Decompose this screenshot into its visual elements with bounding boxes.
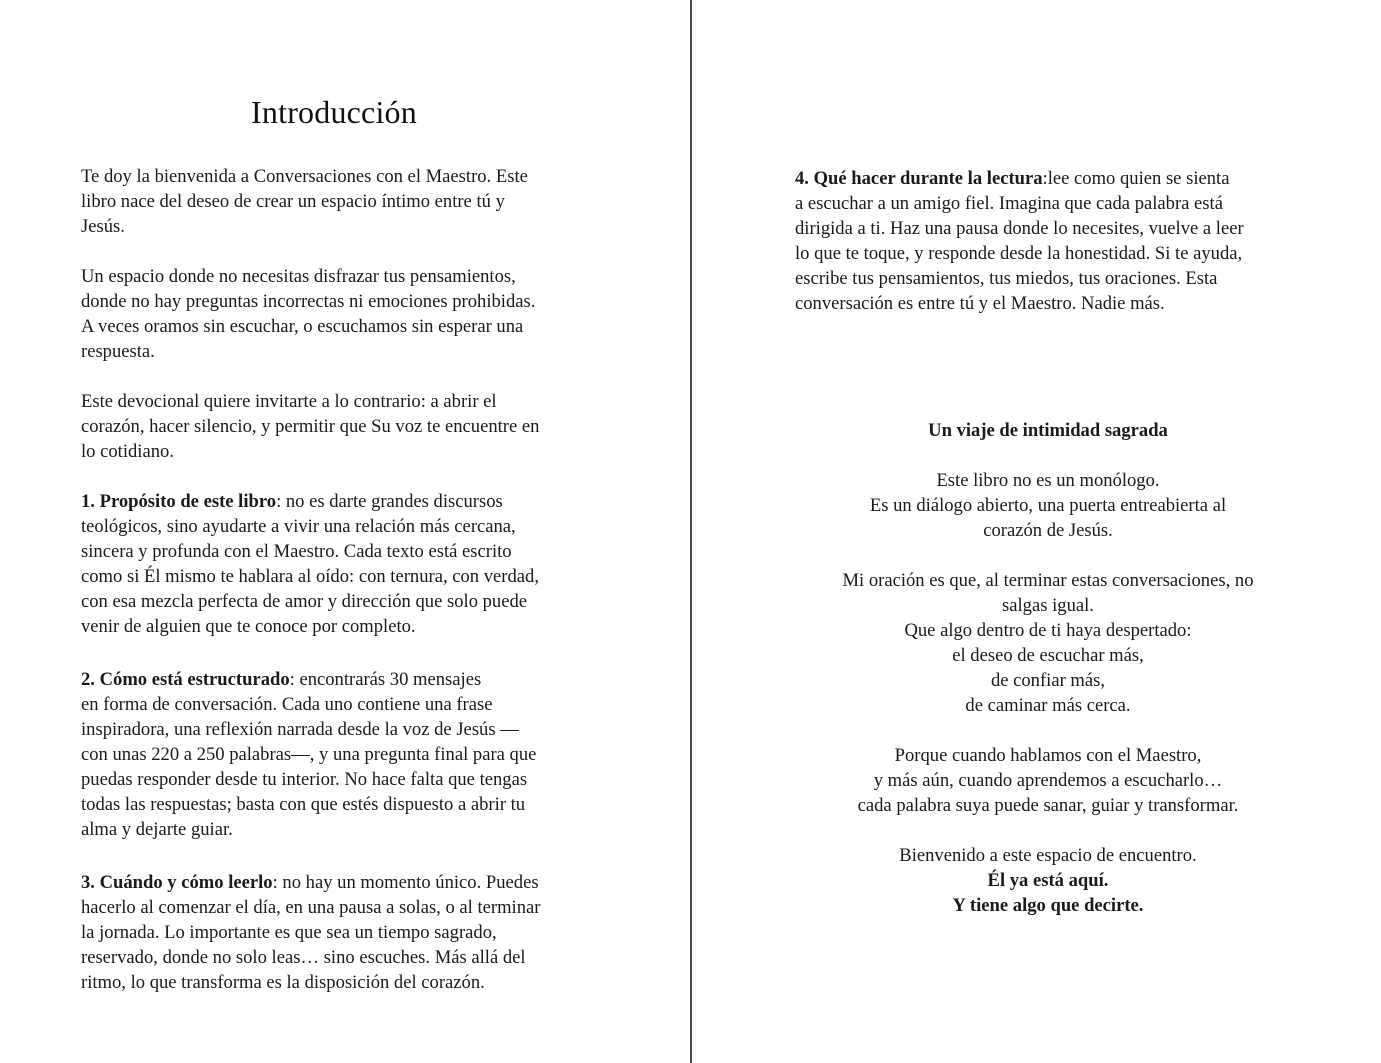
text-line: a escuchar a un amigo fiel. Imagina que cada palabra está bbox=[795, 193, 1223, 214]
bold-heading: 2. Cómo está estructurado bbox=[81, 669, 290, 690]
text-line: como si Él mismo te hablara al oído: con ternura, con verdad, bbox=[81, 566, 539, 587]
text-line: en forma de conversación. Cada uno contiene una frase bbox=[81, 694, 493, 715]
text-line: y más aún, cuando aprendemos a escucharlo… bbox=[873, 770, 1223, 791]
paragraph bbox=[692, 568, 1381, 718]
text-line bbox=[81, 489, 540, 514]
text-line: Este devocional quiere invitarte a lo contrario: a abrir el bbox=[81, 391, 497, 412]
text-line: inspiradora, una reflexión narrada desde la voz de Jesús — bbox=[81, 719, 519, 740]
text-line bbox=[81, 667, 540, 692]
page-title: Introducción bbox=[251, 94, 417, 130]
text-line: Es un diálogo abierto, una puerta entreabierta al bbox=[869, 495, 1227, 516]
text-line: todas las respuestas; basta con que estés dispuesto a abrir tu bbox=[81, 794, 526, 815]
bold-heading: 3. Cuándo y cómo leerlo bbox=[81, 872, 273, 893]
bold-line: Y tiene algo que decirte. bbox=[952, 895, 1144, 916]
text-line: Te doy la bienvenida a Conversaciones con el Maestro. Este bbox=[81, 166, 528, 187]
text-line: Que algo dentro de ti haya despertado: bbox=[904, 620, 1192, 641]
paragraph bbox=[692, 843, 1381, 918]
paragraph bbox=[692, 743, 1381, 818]
text-line: sincera y profunda con el Maestro. Cada texto está escrito bbox=[81, 541, 512, 562]
bold-line: Él ya está aquí. bbox=[987, 870, 1109, 891]
text-line: de confiar más, bbox=[990, 670, 1106, 691]
text-line: donde no hay preguntas incorrectas ni emociones prohibidas. bbox=[81, 291, 536, 312]
line-text: : no es darte grandes discursos bbox=[276, 491, 503, 512]
text-line: salgas igual. bbox=[1002, 595, 1094, 616]
left-page bbox=[0, 0, 690, 1063]
text-line: Este libro no es un monólogo. bbox=[936, 470, 1160, 491]
text-line: con unas 220 a 250 palabras—, y una pregunta final para que bbox=[81, 744, 537, 765]
section-title: Un viaje de intimidad sagrada bbox=[928, 420, 1168, 441]
paragraph bbox=[81, 667, 540, 842]
text-line: A veces oramos sin escuchar, o escuchamos sin esperar una bbox=[81, 316, 524, 337]
text-line: corazón de Jesús. bbox=[983, 520, 1113, 541]
right-page-body bbox=[795, 166, 1244, 341]
text-line: ritmo, lo que transforma es la disposición del corazón. bbox=[81, 972, 485, 993]
text-line bbox=[795, 166, 1244, 191]
text-line: libro nace del deseo de crear un espacio íntimo entre tú y bbox=[81, 191, 505, 212]
text-line bbox=[81, 870, 540, 895]
right-page bbox=[692, 0, 1381, 1063]
text-line: conversación es entre tú y el Maestro. Nadie más. bbox=[795, 293, 1165, 314]
line-text: : no hay un momento único. Puedes bbox=[272, 872, 539, 893]
text-line: la jornada. Lo importante es que sea un tiempo sagrado, bbox=[81, 922, 497, 943]
text-line: con esa mezcla perfecta de amor y dirección que solo puede bbox=[81, 591, 528, 612]
text-line: alma y dejarte guiar. bbox=[81, 819, 233, 840]
paragraph bbox=[81, 389, 540, 464]
bold-heading: 1. Propósito de este libro bbox=[81, 491, 277, 512]
text-line: de caminar más cerca. bbox=[965, 695, 1131, 716]
text-line: Porque cuando hablamos con el Maestro, bbox=[894, 745, 1202, 766]
paragraph bbox=[81, 164, 540, 239]
left-page-body bbox=[81, 164, 540, 1020]
text-line: corazón, hacer silencio, y permitir que Su voz te encuentre en bbox=[81, 416, 540, 437]
text-line: venir de alguien que te conoce por completo. bbox=[81, 616, 416, 637]
paragraph bbox=[81, 264, 540, 364]
text-line: dirigida a ti. Haz una pausa donde lo necesites, vuelve a leer bbox=[795, 218, 1244, 239]
text-line: el deseo de escuchar más, bbox=[952, 645, 1144, 666]
paragraph bbox=[795, 166, 1244, 316]
paragraph bbox=[692, 468, 1381, 543]
paragraph bbox=[81, 870, 540, 995]
line-text: : encontrarás 30 mensajes bbox=[289, 669, 482, 690]
text-line: cada palabra suya puede sanar, guiar y transformar. bbox=[857, 795, 1239, 816]
text-line: lo que te toque, y responde desde la honestidad. Si te ayuda, bbox=[795, 243, 1243, 264]
text-line: Un espacio donde no necesitas disfrazar tus pensamientos, bbox=[81, 266, 516, 287]
text-line: Jesús. bbox=[81, 216, 125, 237]
text-line: reservado, donde no solo leas… sino escuches. Más allá del bbox=[81, 947, 526, 968]
text-line: Mi oración es que, al terminar estas conversaciones, no bbox=[842, 570, 1254, 591]
text-line: escribe tus pensamientos, tus miedos, tus oraciones. Esta bbox=[795, 268, 1218, 289]
text-line: hacerlo al comenzar el día, en una pausa a solas, o al terminar bbox=[81, 897, 541, 918]
text-line: lo cotidiano. bbox=[81, 441, 174, 462]
text-line: Bienvenido a este espacio de encuentro. bbox=[899, 845, 1197, 866]
line-text: :lee como quien se sienta bbox=[1042, 168, 1230, 189]
text-line: teológicos, sino ayudarte a vivir una relación más cercana, bbox=[81, 516, 516, 537]
bold-heading: 4. Qué hacer durante la lectura bbox=[795, 168, 1043, 189]
text-line: puedas responder desde tu interior. No hace falta que tengas bbox=[81, 769, 528, 790]
text-line: respuesta. bbox=[81, 341, 155, 362]
paragraph bbox=[81, 489, 540, 639]
closing-section bbox=[692, 418, 1381, 943]
